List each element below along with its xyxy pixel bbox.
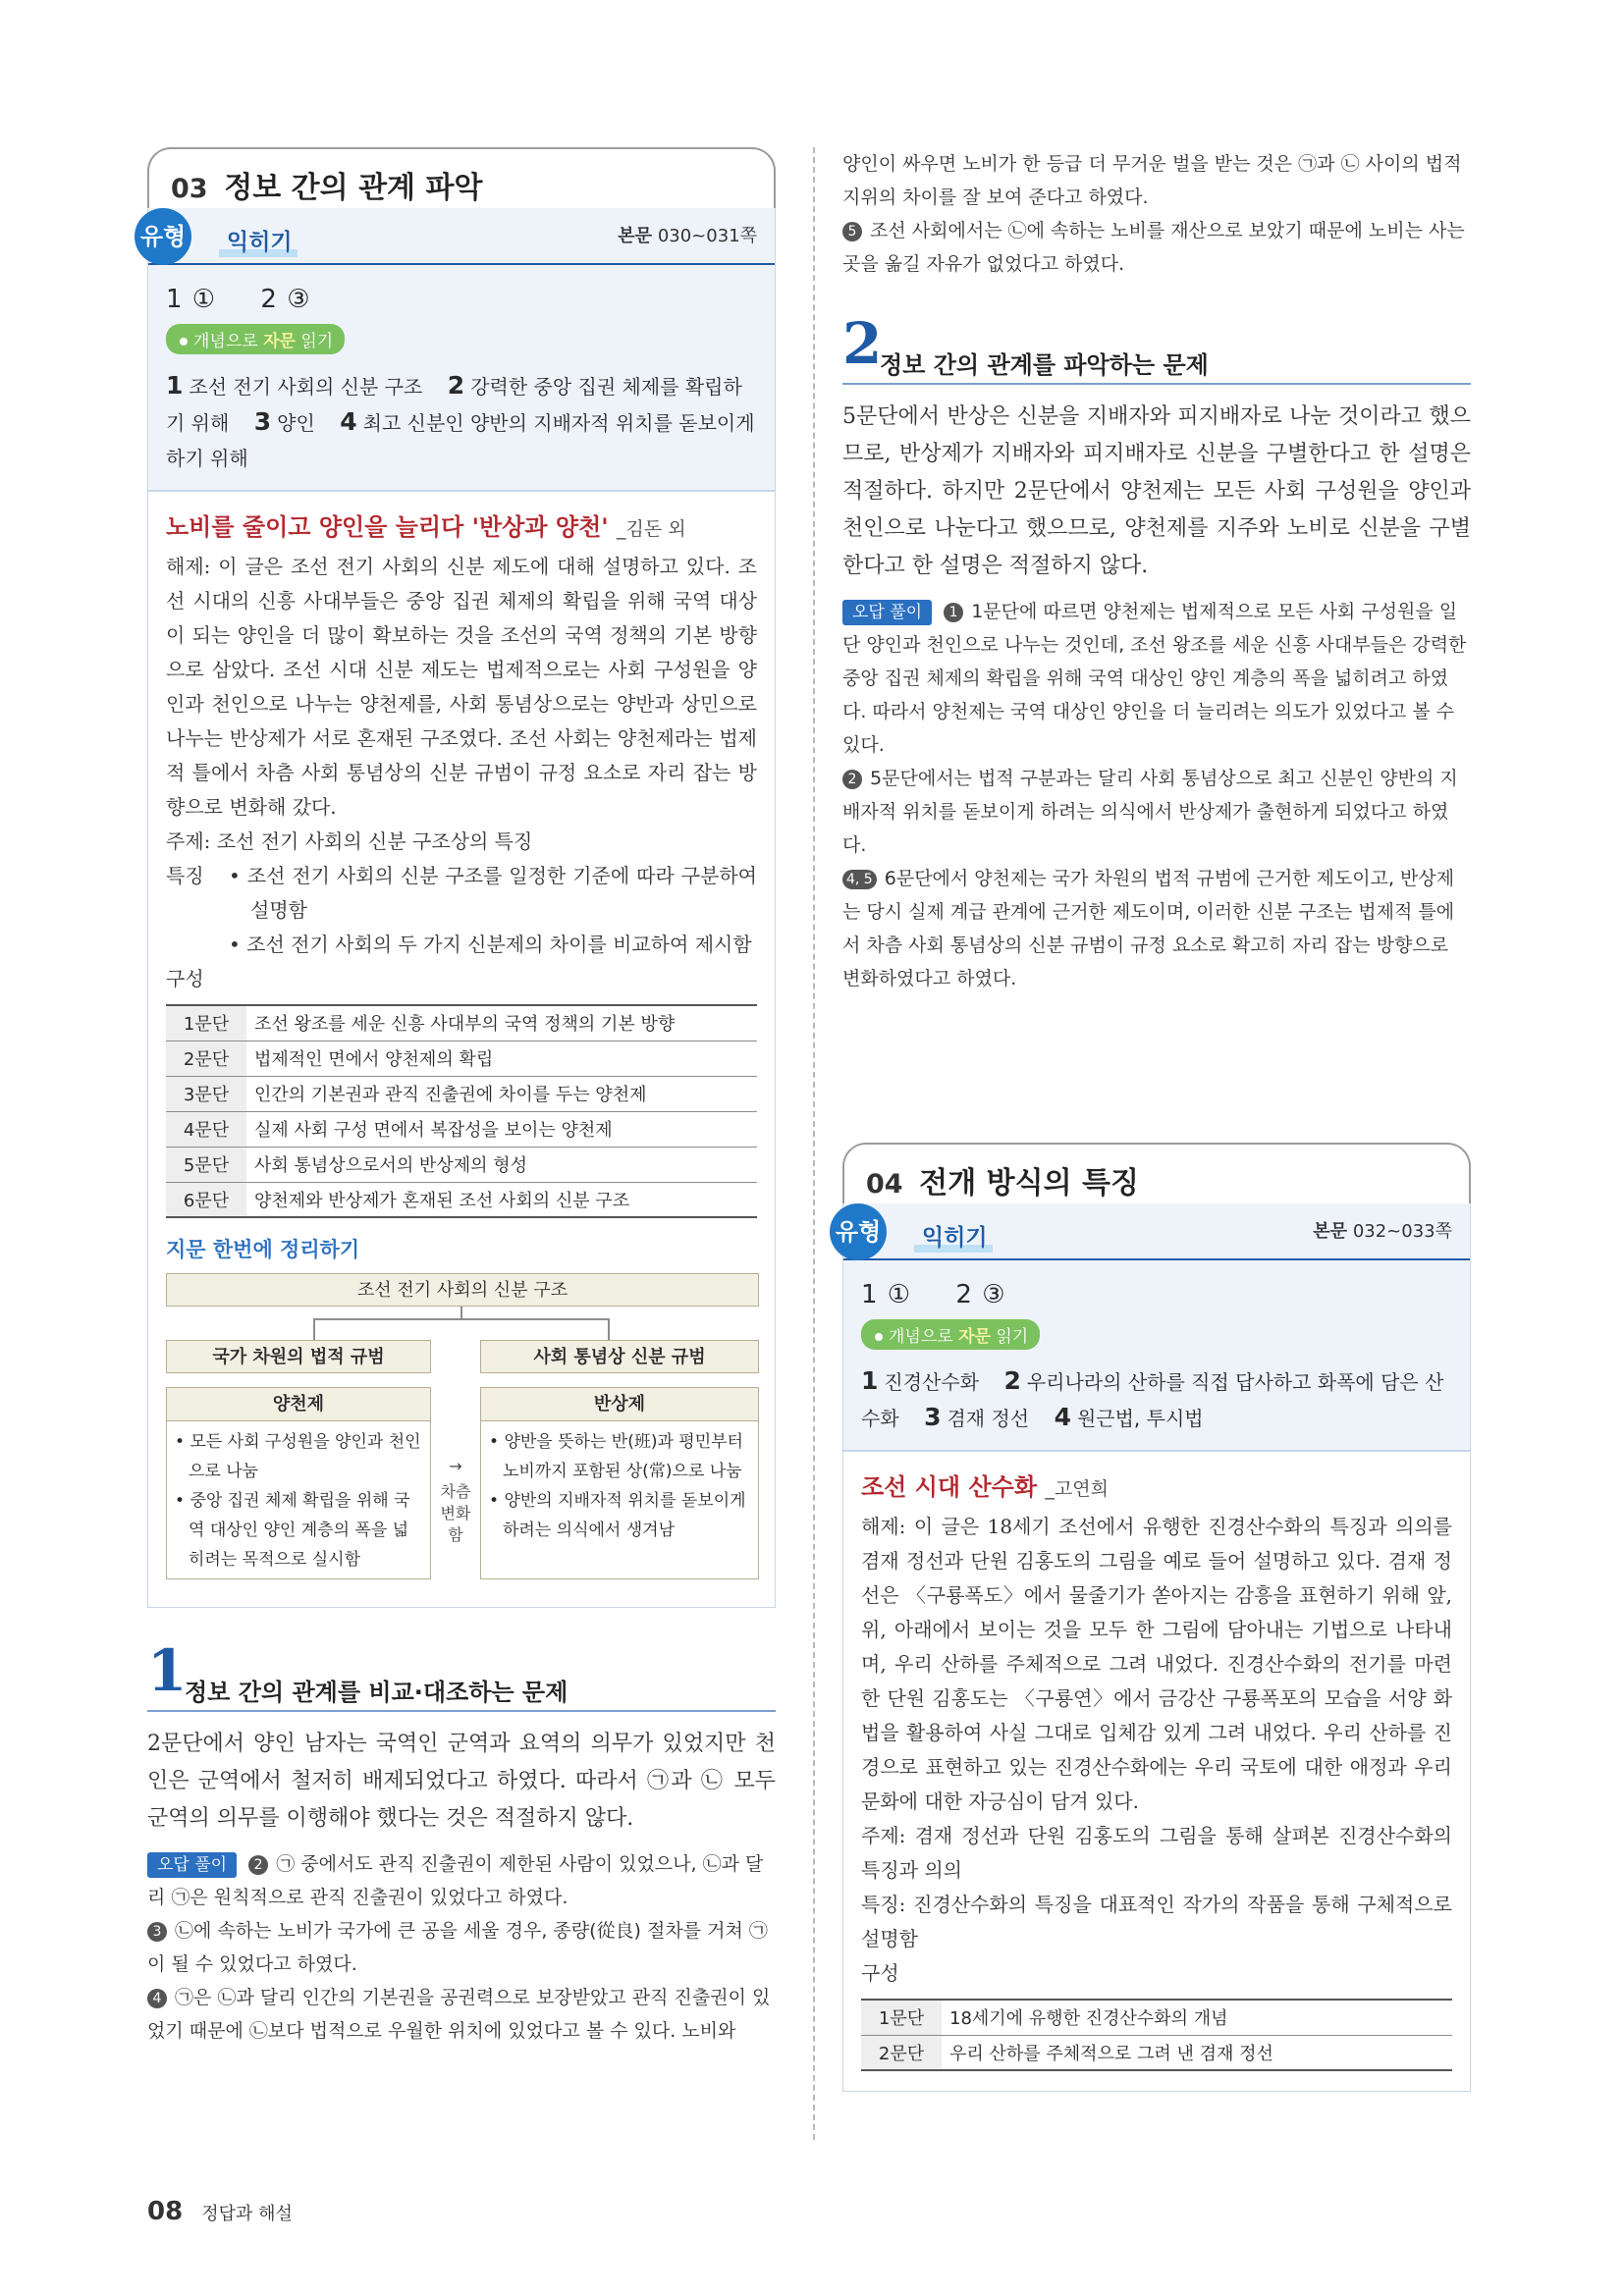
- concept-pill: 개념으로 자문 읽기: [861, 1319, 1040, 1350]
- right-column: [835, 147, 1471, 2092]
- concept-pill: 개념으로 자문 읽기: [166, 324, 345, 354]
- table-row: 1문단 18세기에 유행한 진경산수화의 개념: [861, 2000, 1452, 2035]
- structure-table: [166, 1004, 757, 1218]
- continued-wrong-answers: 양인이 싸우면 노비가 한 등급 더 무거운 벌을 받는 것은 ㉠과 ㉡ 사이의 법적 지위의 차이를 잘 보여 준다고 하였다. 5 조선 사회에서는 ㉡에 속하는 노비를 재산으로 보았기 때문에 노비는 사는 곳을 옮길 자유가 없었다고 하였다.: [842, 153, 1465, 275]
- page-footer: [147, 2197, 293, 2226]
- table-row: 6문단 양천제와 반상제가 혼재된 조선 사회의 신분 구조: [166, 1182, 757, 1217]
- page-number: 08: [147, 2197, 184, 2226]
- column-divider: [813, 147, 815, 2140]
- table-row: 3문단 인간의 기본권과 관직 진출권에 차이를 두는 양천제: [166, 1076, 757, 1111]
- concept-item: 3 양인: [253, 407, 315, 436]
- arrow-right-icon: →: [449, 1457, 462, 1475]
- table-row: 4문단 실제 사회 구성 면에서 복잡성을 보이는 양천제: [166, 1111, 757, 1147]
- concept-item: 3 겸재 정선: [924, 1403, 1030, 1431]
- table-row: 2문단 우리 산하를 주체적으로 그려 낸 겸재 정선: [861, 2035, 1452, 2070]
- left-column: [139, 147, 776, 2048]
- section-title: 전개 방식의 특징: [919, 1166, 1140, 1201]
- feature-item: • 조선 전기 사회의 두 가지 신분제의 차이를 비교하여 제시함: [229, 933, 752, 956]
- haeje-text: 해제: 이 글은 18세기 조선에서 유행한 진경산수화의 특징과 의의를 겸재 정선과 단원 김홍도의 그림을 예로 들어 설명하고 있다. 겸재 정선은 〈구룡폭도〉에서 물줄기가 쏟아지는 감흥을 표현하기 위해 앞, 위, 아래에서 보이는 것을 모두 한 그림에 담아내는 기법으로 나타내며, 우리 산하를 주체적으로 그려 내었다. 진경산수화의 전기를 마련한 단원 김홍도는 〈구룡연〉에서 금강산 구룡폭포의 모습을 서양 화법을 활용하여 사실 그대로 입체감 있게 그려 내었다. 우리 산하를 진경으로 표현하고 있는 진경산수화에는 우리 국토에 대한 애정과 우리 문화에 대한 자긍심이 담겨 있다.: [861, 1515, 1452, 1813]
- type-badge-icon: 유형: [830, 1203, 893, 1262]
- diagram-connector: [313, 1318, 315, 1340]
- concept-item: 4 최고 신분인 양반의 지배자적 위치를 돋보이게 하기 위해: [166, 407, 755, 470]
- problem-1-body: 2문단에서 양인 남자는 국역인 군역과 요역의 의무가 있었지만 천인은 군역에서 철저히 배제되었다고 하였다. 따라서 ㉠과 ㉡ 모두 군역의 의무를 이행해야 했다는 것은 적절하지 않다.: [147, 1732, 776, 1831]
- diagram-left-head: 국가 차원의 법적 규범: [166, 1340, 431, 1373]
- problem-1-wrong-answers: 오답 풀이 2 ㉠ 중에서도 관직 진출권이 제한된 사람이 있었으나, ㉡과 달리 ㉠은 원칙적으로 관직 진출권이 있었다고 하였다. 3 ㉡에 속하는 노비가 국가에 큰 공을 세울 경우, 종량(從良) 절차를 거쳐 ㉠이 될 수 있었다고 하였다. 4 ㉠은 ㉡과 달리 인간의 기본권을 공권력으로 보장받았고 관직 진출권이 있었기 때문에 ㉡보다 법적으로 우월한 위치에 있었다고 볼 수 있다. 노비와: [147, 1853, 771, 2042]
- page-reference: 본문 032~033쪽: [1313, 1221, 1452, 1242]
- features-text: 특징: 진경산수화의 특징을 대표적인 작가의 작품을 통해 구체적으로 설명함: [861, 1893, 1452, 1950]
- diagram-right-card: 반상제 • 양반을 뜻하는 반(班)과 평민부터 노비까지 포함된 상(常)으로 나눔 • 양반의 지배자적 위치를 돋보이게 하려는 의식에서 생겨남: [480, 1387, 759, 1579]
- diagram-connector: [608, 1318, 610, 1340]
- work-title: 조선 시대 산수화 _고연희: [861, 1473, 1109, 1501]
- table-row: 1문단 조선 왕조를 세운 신흥 사대부의 국역 정책의 기본 방향: [166, 1005, 757, 1041]
- problem-2-heading: [842, 310, 1471, 385]
- type-badge-icon: 유형: [135, 208, 197, 267]
- reading-analysis: [147, 491, 776, 1608]
- theme-text: 주제: 겸재 정선과 단원 김홍도의 그림을 통해 살펴본 진경산수화의 특징과 의의: [861, 1824, 1452, 1882]
- answers: [861, 1280, 1452, 1309]
- concept-item: 2 강력한 중앙 집권 체제를 확립하기 위해: [166, 371, 742, 435]
- diagram-item: • 모든 사회 구성원을 양인과 천인으로 나눔: [175, 1432, 421, 1481]
- structure-table: [861, 1999, 1452, 2071]
- type-row: [835, 1203, 1470, 1260]
- concept-answers: [861, 1363, 1452, 1436]
- diagram-connector: [460, 1307, 462, 1318]
- diagram-right-head: 사회 통념상 신분 규범: [480, 1340, 759, 1373]
- concept-answers: [166, 368, 757, 476]
- problem-title: 정보 간의 관계를 파악하는 문제: [880, 351, 1209, 379]
- concept-item: 4 원근법, 투시법: [1054, 1403, 1204, 1431]
- structure-diagram: [166, 1273, 757, 1587]
- diagram-item: • 양반을 뜻하는 반(班)과 평민부터 노비까지 포함된 상(常)으로 나눔: [489, 1432, 743, 1481]
- section-number: 03: [171, 174, 208, 204]
- structure-label: 구성: [861, 1961, 899, 1985]
- answer-1: 1 ①: [166, 285, 217, 314]
- answer-1: 1 ①: [861, 1280, 912, 1309]
- diagram-arrow-label: 차츰 변화함: [440, 1482, 471, 1544]
- problem-title: 정보 간의 관계를 비교·대조하는 문제: [185, 1679, 568, 1706]
- section-title: 정보 간의 관계 파악: [224, 171, 483, 205]
- concept-item: 2 우리나라의 산하를 직접 답사하고 화폭에 담은 산수화: [861, 1366, 1444, 1430]
- pill-dot-icon: [180, 338, 188, 346]
- section-header-04: [842, 1143, 1471, 1203]
- theme-text: 주제: 조선 전기 사회의 신분 구조상의 특징: [166, 829, 533, 853]
- structure-label: 구성: [166, 967, 204, 990]
- page-reference: 본문 030~031쪽: [618, 226, 757, 246]
- section-number: 04: [866, 1169, 903, 1200]
- pill-dot-icon: [875, 1333, 883, 1341]
- concept-item: 1 진경산수화: [861, 1366, 980, 1395]
- wrong-answer-tag: 오답 풀이: [147, 1852, 237, 1878]
- answers: [166, 285, 757, 314]
- haeje-text: 해제: 이 글은 조선 전기 사회의 신분 제도에 대해 설명하고 있다. 조선 시대의 신흥 사대부들은 중앙 집권 체제의 확립을 위해 국역 대상이 되는 양인을 더 많이 확보하는 것을 조선의 국역 정책의 기본 방향으로 삼았다. 조선 시대 신분 제도는 법제적으로는 사회 구성원을 양인과 천인으로 나누는 양천제를, 사회 통념상으로는 양반과 상민으로 나누는 반상제가 서로 혼재된 구조였다. 조선 사회는 양천제라는 법제적 틀에서 차츰 사회 통념상의 신분 규범이 규정 요소로 자리 잡는 방향으로 변화해 갔다.: [166, 555, 757, 819]
- practice-box: [139, 208, 776, 491]
- section-header-03: [147, 147, 776, 208]
- problem-number: 2: [842, 310, 883, 377]
- concept-item: 1 조선 전기 사회의 신분 구조: [166, 371, 423, 400]
- footer-label: 정답과 해설: [201, 2204, 293, 2224]
- answer-2: 2 ③: [260, 285, 311, 314]
- practice-box: [835, 1203, 1471, 1451]
- diagram-root: 조선 전기 사회의 신분 구조: [166, 1273, 759, 1307]
- wrong-answer-tag: 오답 풀이: [842, 600, 932, 625]
- answer-2: 2 ③: [955, 1280, 1006, 1309]
- work-title: 노비를 줄이고 양인을 늘리다 '반상과 양천' _김돈 외: [166, 513, 686, 541]
- problem-2-wrong-answers: 오답 풀이 1 1문단에 따르면 양천제는 법제적으로 모든 사회 구성원을 일단 양인과 천인으로 나누는 것인데, 조선 왕조를 세운 신흥 사대부들은 강력한 중앙 집권 체제의 확립을 위해 국역 대상인 양인 계층의 폭을 넓히려고 하였다. 따라서 양천제는 국역 대상인 양인을 더 늘리려는 의도가 있었다고 볼 수 있다. 2 5문단에서는 법적 구분과는 달리 사회 통념상으로 최고 신분인 양반의 지배자적 위치를 돋보이게 하려는 의식에서 반상제가 출현하게 되었다고 하였다. 4, 5 6문단에서 양천제는 국가 차원의 법적 규범에 근거한 제도이고, 반상제는 당시 실제 계급 관계에 근거한 제도이며, 이러한 신분 구조는 법제적 틀에서 차츰 사회 통념상의 신분 규범이 규정 요소로 확고히 자리 잡는 방향으로 변화하였다고 하였다.: [842, 601, 1467, 989]
- problem-number: 1: [147, 1637, 188, 1704]
- reading-analysis: [842, 1451, 1471, 2092]
- table-row: 2문단 법제적인 면에서 양천제의 확립: [166, 1041, 757, 1076]
- table-row: 5문단 사회 통념상으로서의 반상제의 형성: [166, 1147, 757, 1182]
- type-label: 익히기: [922, 1225, 988, 1251]
- type-label: 익히기: [227, 230, 293, 255]
- type-row: [139, 208, 775, 265]
- diagram-item: • 중앙 집권 체제 확립을 위해 국역 대상인 양인 계층의 폭을 넓히려는 목적으로 실시함: [175, 1491, 410, 1570]
- diagram-item: • 양반의 지배자적 위치를 돋보이게 하려는 의식에서 생겨남: [489, 1491, 746, 1540]
- summary-title: 지문 한번에 정리하기: [166, 1238, 360, 1261]
- problem-2-body: 5문단에서 반상은 신분을 지배자와 피지배자로 나눈 것이라고 했으므로, 반상제가 지배자와 피지배자로 신분을 구별한다고 한 설명은 적절하다. 하지만 2문단에서 양천제는 모든 사회 구성원을 양인과 천인으로 나눈다고 했으므로, 양천제를 지주와 노비로 신분을 구별한다고 한 설명은 적절하지 않다.: [842, 404, 1471, 578]
- problem-1-heading: [147, 1637, 776, 1712]
- diagram-connector: [313, 1318, 608, 1320]
- features: 특징 • 조선 전기 사회의 신분 구조를 일정한 기준에 따라 구분하여 설명함 • 조선 전기 사회의 두 가지 신분제의 차이를 비교하여 제시함: [166, 859, 757, 962]
- diagram-left-card: 양천제 • 모든 사회 구성원을 양인과 천인으로 나눔 • 중앙 집권 체제 확립을 위해 국역 대상인 양인 계층의 폭을 넓히려는 목적으로 실시함: [166, 1387, 431, 1579]
- feature-item: • 조선 전기 사회의 신분 구조를 일정한 기준에 따라 구분하여 설명함: [229, 864, 757, 922]
